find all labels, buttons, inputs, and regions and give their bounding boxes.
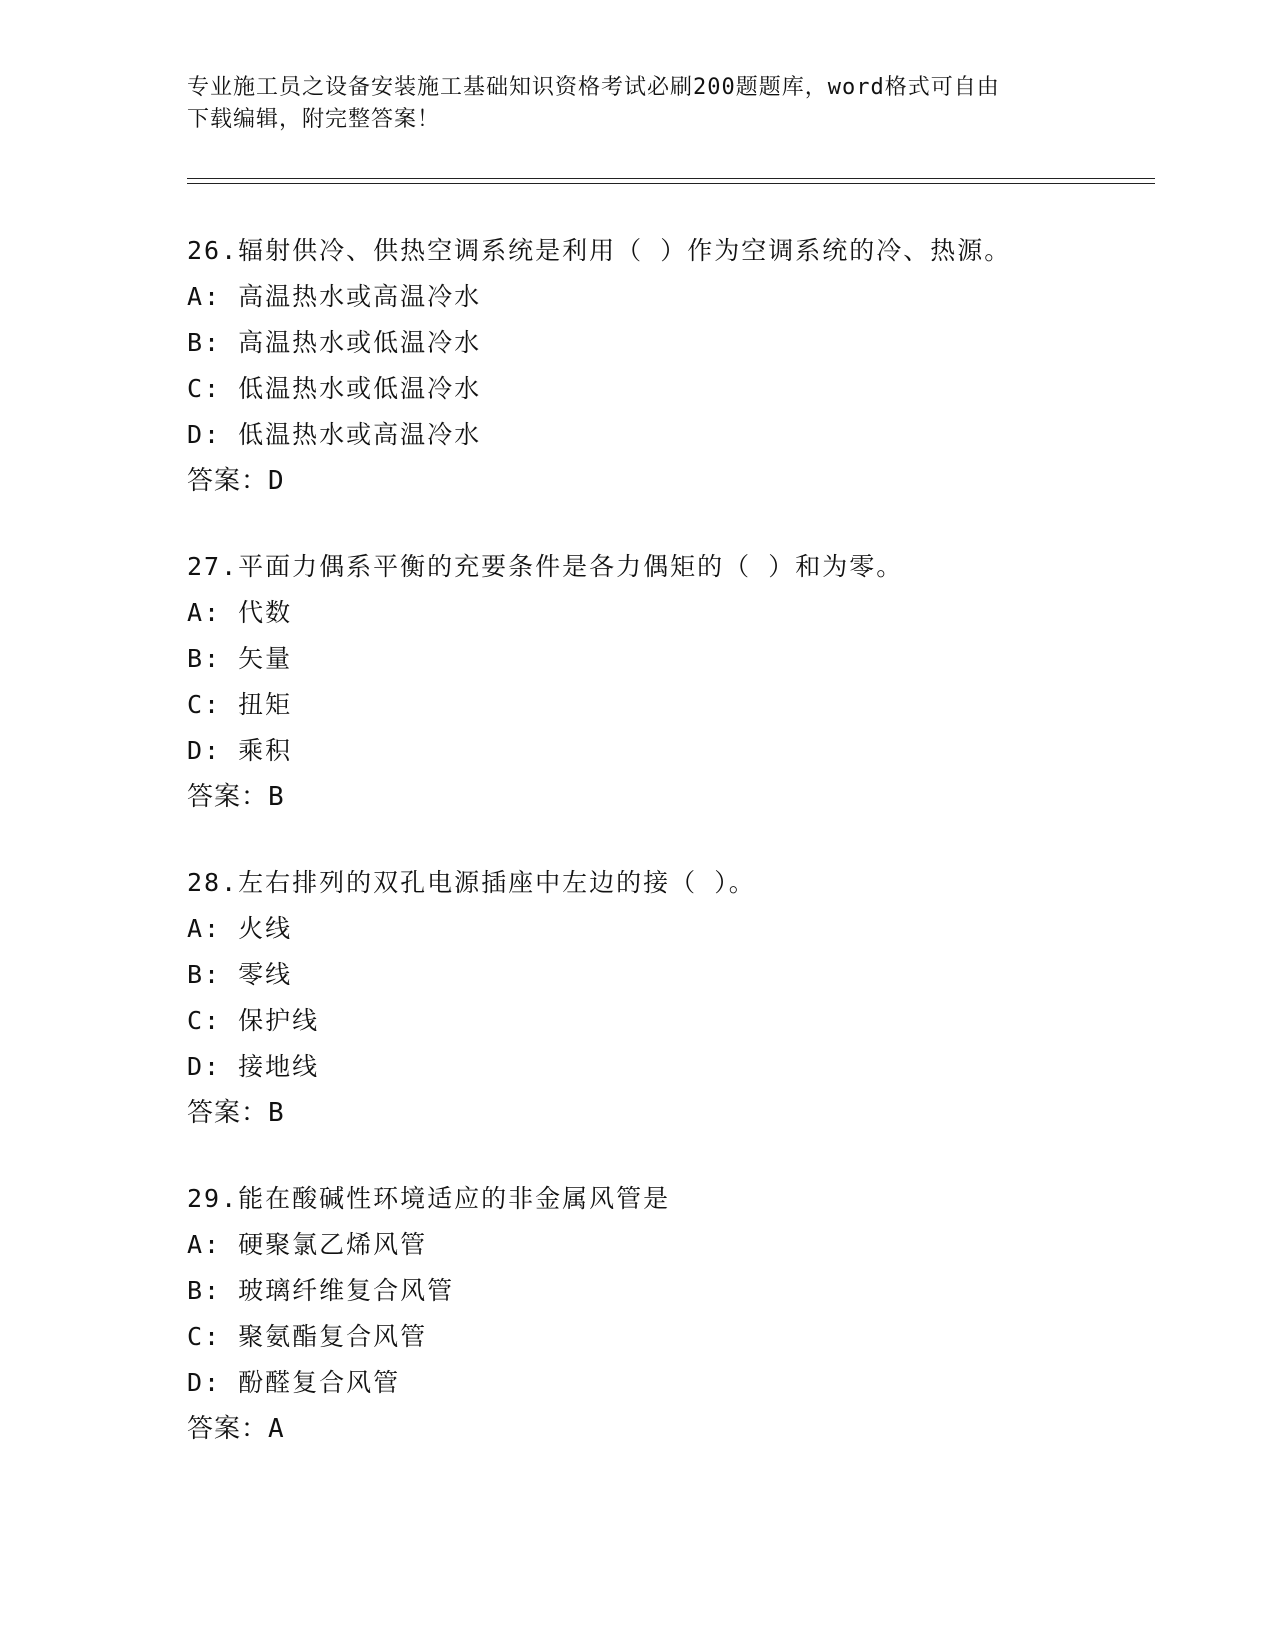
question-27 xyxy=(187,552,1147,812)
document-header xyxy=(187,72,1067,136)
option-d: D: 接地线 xyxy=(187,1052,320,1081)
question-28 xyxy=(187,868,1147,1128)
option-b: B: 高温热水或低温冷水 xyxy=(187,328,482,357)
question-26 xyxy=(187,236,1147,496)
answer-label: 答案： xyxy=(187,782,269,812)
option-a: A: 火线 xyxy=(187,914,293,943)
header-divider-bottom xyxy=(187,183,1155,184)
option-a: A: 硬聚氯乙烯风管 xyxy=(187,1230,428,1259)
answer-line xyxy=(187,1414,1147,1444)
option-b: B: 玻璃纤维复合风管 xyxy=(187,1276,455,1305)
option-b: B: 矢量 xyxy=(187,644,293,673)
question-title: 28.左右排列的双孔电源插座中左边的接（ ）。 xyxy=(187,868,756,897)
header-line-1: 专业施工员之设备安装施工基础知识资格考试必刷200题题库，word格式可自由 xyxy=(187,75,1000,100)
answer-value: A xyxy=(268,1414,284,1444)
answer-value: B xyxy=(268,782,284,812)
option-d: D: 乘积 xyxy=(187,736,293,765)
answer-line xyxy=(187,782,1147,812)
option-c: C: 保护线 xyxy=(187,1006,320,1035)
answer-label: 答案： xyxy=(187,466,269,496)
answer-line xyxy=(187,1098,1147,1128)
option-c: C: 低温热水或低温冷水 xyxy=(187,374,482,403)
option-a: A: 高温热水或高温冷水 xyxy=(187,282,482,311)
answer-value: D xyxy=(268,466,284,496)
header-divider-top xyxy=(187,178,1155,179)
answer-value: B xyxy=(268,1098,284,1128)
answer-label: 答案： xyxy=(187,1414,269,1444)
option-c: C: 聚氨酯复合风管 xyxy=(187,1322,428,1351)
option-d: D: 酚醛复合风管 xyxy=(187,1368,401,1397)
answer-label: 答案： xyxy=(187,1098,269,1128)
header-line-2: 下载编辑，附完整答案！ xyxy=(187,107,441,132)
option-b: B: 零线 xyxy=(187,960,293,989)
option-c: C: 扭矩 xyxy=(187,690,293,719)
answer-line xyxy=(187,466,1147,496)
option-a: A: 代数 xyxy=(187,598,293,627)
question-title: 26.辐射供冷、供热空调系统是利用（ ）作为空调系统的冷、热源。 xyxy=(187,236,1012,265)
option-d: D: 低温热水或高温冷水 xyxy=(187,420,482,449)
question-29 xyxy=(187,1184,1147,1444)
question-title: 27.平面力偶系平衡的充要条件是各力偶矩的（ ）和为零。 xyxy=(187,552,904,581)
question-title: 29.能在酸碱性环境适应的非金属风管是 xyxy=(187,1184,671,1213)
